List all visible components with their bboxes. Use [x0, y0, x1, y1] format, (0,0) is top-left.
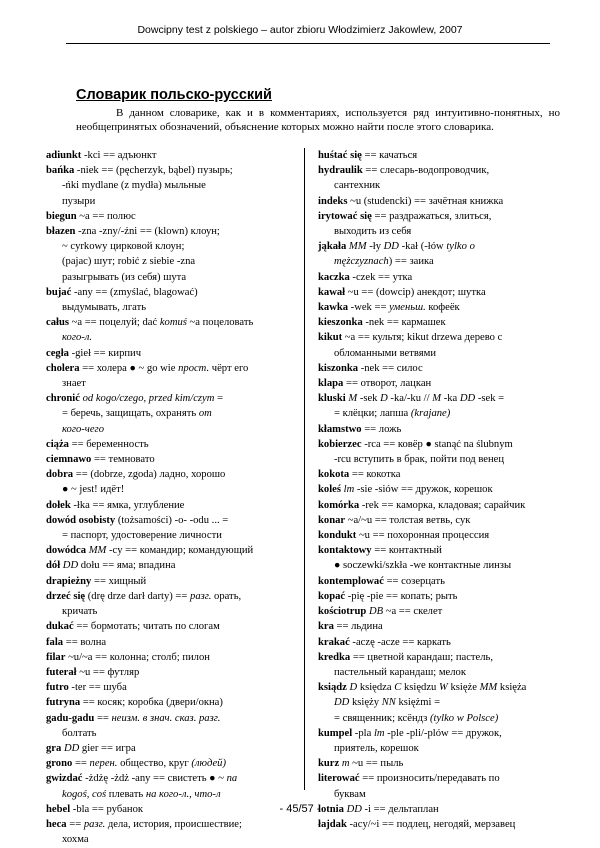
italic-note: NN: [381, 697, 396, 709]
entry-text: ~u/~a == колонна; столб; пилон: [65, 651, 210, 663]
entry-text: księża: [497, 682, 527, 694]
entry-text: dołu == яма; впадина: [78, 560, 176, 572]
headword: irytować się: [318, 210, 372, 222]
dictionary-entry: [46, 771, 308, 801]
entry-text: орать,: [211, 590, 242, 602]
dictionary-entry: [318, 574, 580, 589]
dictionary-entry: [46, 680, 308, 695]
italic-note: (tylko w Polsce): [429, 712, 499, 724]
running-header: Dowcipny test z polskiego – autor zbioru Włodzimierz Jakowlew, 2007: [137, 24, 463, 36]
italic-note: разг.: [83, 818, 106, 830]
entry-text: -bla == рубанок: [70, 803, 144, 815]
entry-text: -łka == ямка, углубление: [70, 499, 185, 511]
italic-note: DD: [62, 560, 79, 572]
dictionary-entry: [318, 589, 580, 604]
entry-text: -nek == кармашек: [362, 317, 446, 329]
headword: adiunkt: [46, 150, 82, 161]
dictionary-entry: [318, 650, 580, 680]
italic-note: MM: [348, 241, 367, 253]
dictionary-entry: [318, 437, 580, 467]
headword: filar: [46, 651, 66, 663]
headword: komórka: [318, 499, 360, 511]
left-column: [46, 148, 308, 847]
italic-note: kogoś, coś: [62, 788, 107, 800]
entry-text: кофеёк: [425, 302, 460, 314]
headword: heca: [46, 818, 67, 830]
headword: ciemnawo: [46, 454, 92, 466]
entry-text: -gieł == кирпич: [68, 347, 142, 359]
dictionary-entry: [318, 756, 580, 771]
entry-text: ~u (studencki) == зачётная книжка: [347, 195, 504, 207]
headword: kaczka: [318, 271, 350, 283]
entry-text: == темновато: [91, 454, 155, 466]
headword: całus: [46, 317, 69, 329]
italic-note: m: [341, 758, 350, 770]
entry-text: == контактный: [371, 545, 442, 557]
dictionary-entry: [318, 635, 580, 650]
italic-note: уменьш.: [389, 302, 426, 314]
dictionary-entry: [318, 361, 580, 376]
headword: futerał: [46, 666, 77, 678]
entry-text: -pla: [352, 727, 374, 739]
entry-text: (drę drze darł darty) ==: [85, 590, 191, 602]
headword: dobra: [46, 469, 74, 481]
entry-text: -ły: [366, 241, 384, 253]
entry-text: ==: [94, 712, 112, 724]
entry-text: плевать: [106, 788, 146, 800]
italic-note: mężczyznach: [334, 256, 389, 268]
dictionary-entry: [46, 285, 308, 315]
entry-text: == отворот, лацкан: [343, 378, 432, 390]
italic-note: D: [349, 682, 358, 694]
entry-text: -sek =: [475, 393, 505, 405]
headword: hydraulik: [318, 165, 363, 177]
entry-text: ● soczewki/szkła -we контактные линзы: [334, 560, 512, 572]
italic-note: D: [380, 393, 388, 405]
dictionary-entry: [318, 315, 580, 330]
entry-text: хохма: [62, 834, 89, 846]
entry-text: кричать: [62, 606, 98, 618]
dictionary-entry: [318, 300, 580, 315]
headword: indeks: [318, 195, 348, 207]
dictionary-entry: [318, 148, 580, 163]
entry-text: буквам: [334, 788, 366, 800]
italic-note: на кого-л., что-л: [145, 788, 221, 800]
dictionary-entry: [46, 315, 308, 345]
entry-text: ==: [72, 758, 90, 770]
italic-note: кого-л.: [62, 332, 93, 344]
headword: dukać: [46, 621, 74, 633]
dictionary-entry: [318, 726, 580, 756]
headword: biegun: [46, 210, 77, 222]
headword: ksiądz: [318, 682, 347, 694]
dictionary-entry: [46, 467, 308, 497]
entry-text: księży: [349, 697, 382, 709]
italic-note: tylko o: [446, 241, 475, 253]
headword: literować: [318, 773, 360, 785]
entry-text: księżmi =: [395, 697, 441, 709]
entry-text: gier == игра: [79, 742, 136, 754]
dictionary-entry: [318, 163, 580, 193]
italic-note: na: [226, 773, 238, 785]
entry-text: знает: [62, 378, 86, 390]
headword: jąkała: [318, 241, 347, 253]
headword: kawka: [318, 302, 349, 314]
entry-text: = паспорт, удостоверение личности: [62, 530, 222, 542]
entry-text: выходить из себя: [334, 226, 412, 238]
dictionary-entry: [46, 346, 308, 361]
dictionary-entry: [318, 285, 580, 300]
headword: grono: [46, 758, 73, 770]
dictionary-entry: [46, 635, 308, 650]
entry-text: ~a == поцелуй; dać: [68, 317, 160, 329]
headword: kontaktowy: [318, 545, 372, 557]
headword: bańka: [46, 165, 75, 177]
italic-note: DD: [63, 742, 80, 754]
entry-text: -niek == (pęcherzyk, bąbel) пузырь;: [74, 165, 233, 177]
entry-text: пузыри: [62, 195, 96, 207]
entry-text: ~a == культя; kikut drzewa дерево с: [342, 332, 503, 344]
dictionary-entry: [318, 680, 580, 726]
entry-text: ~u == (dowcip) анекдот; шутка: [345, 286, 486, 298]
dictionary-entry: [46, 741, 308, 756]
entry-text: -ter == шуба: [68, 682, 127, 694]
italic-note: перен.: [89, 758, 118, 770]
dictionary-entry: [46, 574, 308, 589]
entry-text: == беременность: [68, 438, 149, 450]
entry-text: == холера ● ~ go wie: [79, 362, 179, 374]
headword: drapieżny: [46, 575, 92, 587]
dictionary-entry: [46, 452, 308, 467]
entry-text: (tożsamości) -o- -odu ... =: [115, 514, 229, 526]
dictionary-entry: [46, 695, 308, 710]
headword: lotnia: [318, 803, 344, 815]
headword: huśtać się: [318, 150, 362, 161]
headword: kondukt: [318, 530, 357, 542]
dictionary-entry: [318, 771, 580, 801]
entry-text: -i == дельтаплан: [361, 803, 439, 815]
italic-note: DD: [383, 241, 399, 253]
entry-text: == кокотка: [349, 469, 401, 481]
entry-text: обломанными ветвями: [334, 347, 436, 359]
entry-text: ==: [66, 818, 84, 830]
entry-text: -rek == каморка, кладовая; сарайчик: [359, 499, 526, 511]
entry-text: ~u == похоронная процессия: [356, 530, 490, 542]
entry-text: == льдина: [333, 621, 383, 633]
dictionary-entry: [46, 543, 308, 558]
entry-text: -sek: [357, 393, 381, 405]
headword: kokota: [318, 469, 350, 481]
headword: futryna: [46, 697, 81, 709]
entry-text: == (dobrze, zgoda) ладно, хорошо: [73, 469, 226, 481]
headword: drzeć się: [46, 590, 86, 602]
entry-text: ~a поцеловать: [186, 317, 254, 329]
dictionary-entry: [318, 422, 580, 437]
dictionary-entry: [318, 391, 580, 421]
entry-text: -pię -pie == копать; рыть: [345, 590, 458, 602]
headword: ciąża: [46, 438, 69, 450]
entry-text: == хищный: [91, 575, 147, 587]
entry-text: -cy == командир; командующий: [106, 545, 254, 557]
headword: kopać: [318, 590, 346, 602]
entry-text: == бормотать; читать по слогам: [73, 621, 220, 633]
entry-text: ~a/~u == толстая ветвь, сук: [345, 514, 471, 526]
headword: cholera: [46, 362, 80, 374]
italic-note: кого-чего: [62, 423, 104, 435]
dictionary-entry: [46, 558, 308, 573]
italic-note: неизм. в знач. сказ. разг.: [111, 712, 221, 724]
entry-text: болтать: [62, 727, 97, 739]
dictionary-entry: [46, 665, 308, 680]
dictionary-entry: [46, 224, 308, 285]
entry-text: -rca == ковёр ● stanąć na ślubnym: [361, 438, 513, 450]
entry-text: ~a == скелет: [383, 606, 443, 618]
dictionary-entry: [46, 817, 308, 847]
entry-text: выдумывать, лгать: [62, 302, 147, 314]
dictionary-entry: [46, 391, 308, 437]
italic-note: DB: [368, 606, 384, 618]
italic-note: lm: [373, 727, 385, 739]
entry-text: == созерцать: [383, 575, 445, 587]
headword: bujać: [46, 286, 72, 298]
headword: chronić: [46, 393, 80, 405]
dictionary-entry: [318, 330, 580, 360]
entry-text: пастельный карандаш; мелок: [334, 666, 466, 678]
entry-text: ~u == пыль: [349, 758, 404, 770]
headword: krakać: [318, 636, 350, 648]
dictionary-entry: [46, 756, 308, 771]
headword: gwizdać: [46, 773, 83, 785]
entry-text: -sie -siów == дружок, корешок: [354, 484, 493, 496]
dictionary-entry: [46, 513, 308, 543]
entry-text: чёрт его: [209, 362, 249, 374]
italic-note: (krajane): [410, 408, 451, 420]
entry-text: приятель, корешок: [334, 742, 419, 754]
headword: gra: [46, 742, 62, 754]
entry-text: (pajac) шут; robić z siebie -zna: [62, 256, 196, 268]
italic-note: DD: [334, 697, 350, 709]
dictionary-entry: [318, 817, 580, 832]
headword: dowód osobisty: [46, 514, 116, 526]
entry-text: ~ cyrkowy цирковой клоун;: [62, 241, 185, 253]
entry-text: ~u == футляр: [76, 666, 140, 678]
headword: kurz: [318, 758, 340, 770]
italic-note: C: [394, 682, 402, 694]
entry-text: -zna -zny/-źni == (klown) клоун;: [75, 226, 220, 238]
dictionary-entry: [46, 437, 308, 452]
entry-text: -any == (zmyślać, blagować): [71, 286, 198, 298]
entry-text: -ka/-ku //: [387, 393, 433, 405]
headword: konar: [318, 514, 346, 526]
italic-note: M: [432, 393, 442, 405]
entry-text: księże: [447, 682, 480, 694]
italic-note: DD: [459, 393, 476, 405]
entry-text: == цветной карандаш; пастель,: [350, 651, 494, 663]
entry-text: разыгрывать (из себя) шута: [62, 271, 187, 283]
dictionary-entry: [318, 467, 580, 482]
entry-text: = клёцки; лапша: [334, 408, 411, 420]
italic-note: M: [348, 393, 358, 405]
entry-text: дела, история, происшествие;: [105, 818, 242, 830]
entry-text: -acy/~i == подлец, негодяй, мерзавец: [346, 818, 516, 830]
italic-note: от: [198, 408, 212, 420]
dictionary-entry: [46, 209, 308, 224]
headword: kredka: [318, 651, 351, 663]
italic-note: W: [439, 682, 448, 694]
headword: kikut: [318, 332, 343, 344]
italic-note: od kogo/czego, przed kim/czym: [82, 393, 215, 405]
entry-text: ● ~ jest! идёт!: [62, 484, 125, 496]
dictionary-entry: [318, 619, 580, 634]
dictionary-entry: [318, 528, 580, 543]
entry-text: == слесарь-водопроводчик,: [362, 165, 490, 177]
dictionary-entry: [46, 711, 308, 741]
headword: kłamstwo: [318, 423, 362, 435]
entry-text: -żdżę -żdż -any == свистеть ● ~: [82, 773, 227, 785]
headword: kluski: [318, 393, 346, 405]
headword: dołek: [46, 499, 71, 511]
header-rule: [66, 43, 550, 44]
italic-note: (людей): [191, 758, 227, 770]
entry-text: общество, круг: [117, 758, 192, 770]
headword: kumpel: [318, 727, 353, 739]
entry-text: -ka: [441, 393, 460, 405]
dictionary-entry: [318, 604, 580, 619]
page-number: - 45/57 -: [279, 803, 321, 815]
headword: cegła: [46, 347, 69, 359]
headword: hebel: [46, 803, 71, 815]
entry-text: ) == заика: [388, 256, 434, 268]
dictionary-entry: [318, 498, 580, 513]
headword: kieszonka: [318, 317, 363, 329]
entry-text: -ńki mydlane (z mydła) мыльные: [62, 180, 206, 192]
dictionary-entry: [46, 148, 308, 163]
entry-text: =: [214, 393, 224, 405]
headword: kawał: [318, 286, 346, 298]
entry-text: == качаться: [361, 150, 418, 161]
entry-text: -kał (-łów: [398, 241, 447, 253]
headword: kobierzec: [318, 438, 362, 450]
column-divider: [304, 148, 305, 790]
headword: kra: [318, 621, 334, 633]
headword: gadu-gadu: [46, 712, 95, 724]
headword: dół: [46, 560, 61, 572]
headword: klapa: [318, 378, 344, 390]
dictionary-entry: [318, 194, 580, 209]
right-column: [318, 148, 580, 832]
dictionary-entry: [318, 513, 580, 528]
dictionary-intro: В данном словарике, как и в комментариях, используется ряд интуитивно-понятных, но необщепринятых обозначений, объяснение которых можно найти после этого словарика.: [76, 107, 560, 133]
italic-note: разг.: [190, 590, 212, 602]
dictionary-entry: [318, 376, 580, 391]
headword: łajdak: [318, 818, 347, 830]
italic-note: MM: [479, 682, 498, 694]
entry-text: == раздражаться, злиться,: [371, 210, 492, 222]
entry-text: == произносить/передавать по: [359, 773, 500, 785]
headword: koleś: [318, 484, 341, 496]
entry-text: -nek == силос: [358, 362, 423, 374]
entry-text: = священник; ксёндз: [334, 712, 430, 724]
dictionary-entry: [46, 589, 308, 619]
italic-note: прост.: [178, 362, 210, 374]
headword: fala: [46, 636, 64, 648]
dictionary-entry: [318, 482, 580, 497]
headword: kościotrup: [318, 606, 367, 618]
headword: futro: [46, 682, 69, 694]
italic-note: MM: [88, 545, 107, 557]
italic-note: lm: [343, 484, 355, 496]
entry-text: = беречь, защищать, охранять: [62, 408, 199, 420]
entry-text: -ple -pli/-plów == дружок,: [384, 727, 502, 739]
entry-text: == ложь: [361, 423, 402, 435]
dictionary-entry: [46, 619, 308, 634]
entry-text: -czek == утка: [349, 271, 413, 283]
entry-text: ~a == полюс: [76, 210, 136, 222]
entry-text: -wek ==: [348, 302, 390, 314]
headword: błazen: [46, 226, 76, 238]
entry-text: -aczę -acze == каркать: [349, 636, 451, 648]
entry-text: == косяк; коробка (двери/окна): [80, 697, 223, 709]
dictionary-entry: [46, 163, 308, 209]
dictionary-entry: [318, 270, 580, 285]
headword: kiszonka: [318, 362, 359, 374]
entry-text: księdza: [357, 682, 395, 694]
dictionary-entry: [46, 650, 308, 665]
dictionary-title: Словарик польско-русский: [76, 87, 272, 103]
dictionary-entry: [46, 498, 308, 513]
entry-text: księdzu: [401, 682, 439, 694]
dictionary-entry: [318, 543, 580, 573]
entry-text: -kci == адъюнкт: [81, 150, 157, 161]
dictionary-entry: [318, 239, 580, 269]
italic-note: komuś: [159, 317, 187, 329]
dictionary-entry: [318, 209, 580, 239]
entry-text: -rcu вступить в брак, пойти под венец: [334, 454, 505, 466]
headword: kontemplować: [318, 575, 384, 587]
entry-text: сантехник: [334, 180, 381, 192]
headword: dowódca: [46, 545, 87, 557]
entry-text: == волна: [63, 636, 107, 648]
italic-note: DD: [346, 803, 362, 815]
dictionary-entry: [46, 361, 308, 391]
